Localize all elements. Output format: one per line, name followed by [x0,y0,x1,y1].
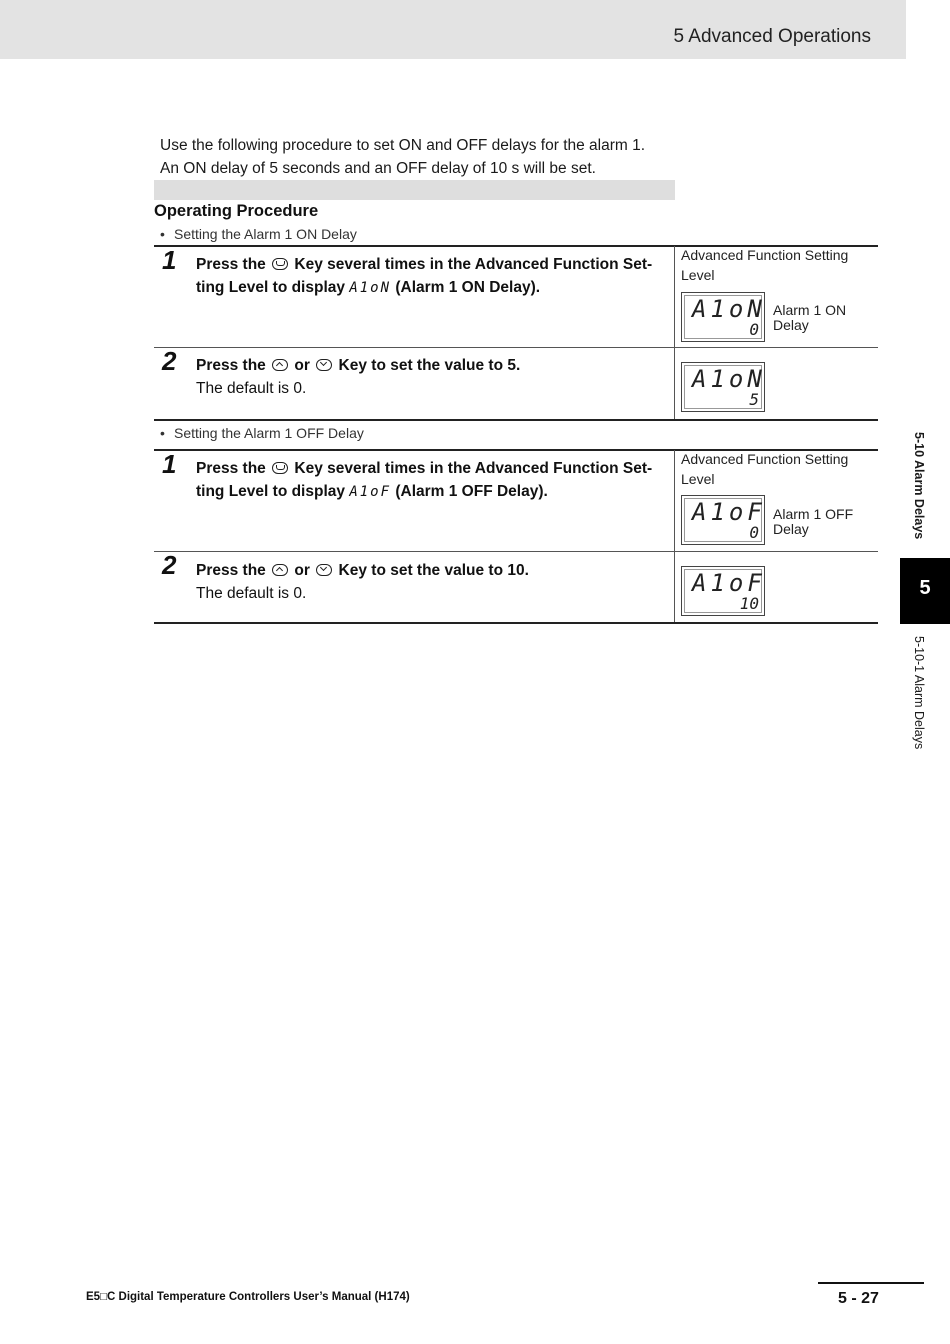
lcd-display [681,292,765,342]
bullet-label: Setting the Alarm 1 ON Delay [174,226,357,242]
step-text-post: (Alarm 1 ON Delay). [395,279,541,296]
procedure-heading: Operating Procedure [154,202,319,220]
step-text-pre: Press the [196,256,266,273]
step-instruction [196,253,674,300]
bullet-dot: • [160,226,165,242]
step-text-pre: Press the [196,357,266,374]
gray-band [154,180,675,200]
lcd-parameter: A1oF [692,498,766,526]
bullet-label: Setting the Alarm 1 OFF Delay [174,425,364,441]
table-divider [674,450,675,623]
lcd-parameter: A1oN [692,295,766,323]
lcd-value: 0 [749,320,759,339]
lcd-display [681,495,765,545]
step-instruction [196,457,674,504]
lcd-value: 10 [739,594,759,613]
section-title: 5 Advanced Operations [673,26,871,47]
intro-line-1: Use the following procedure to set ON and OFF delays for the alarm 1. [160,137,646,154]
footer-rule [818,1282,924,1284]
side-subsection-label: 5-10-1 Alarm Delays [912,636,926,750]
side-section-label: 5-10 Alarm Delays [912,432,926,540]
step-number: 1 [162,449,177,479]
step-text-or: or [294,357,310,374]
step-text-pre: Press the [196,460,266,477]
up-key-icon [272,564,288,576]
step-default: The default is 0. [196,585,307,602]
table-rule [154,419,878,421]
lcd-parameter: A1oN [692,365,766,393]
lcd-display [681,566,765,616]
step-number: 1 [162,245,177,275]
manual-title: E5□C Digital Temperature Controllers User’s Manual (H174) [86,1291,410,1303]
table-rule [154,347,878,348]
step-text-post: Key to set the value to 5. [338,357,521,374]
lcd-display [681,362,765,412]
lcd-caption: Alarm 1 OFF Delay [773,506,854,537]
step-number: 2 [162,550,177,580]
down-key-icon [316,359,332,371]
lcd-parameter: A1oF [692,569,766,597]
step-text-pre: Press the [196,562,266,579]
step-instruction [196,559,674,605]
step-number: 2 [162,346,177,376]
lcd-value: 0 [749,523,759,542]
intro-line-2: An ON delay of 5 seconds and an OFF delay of 10 s will be set. [160,159,596,177]
down-key-icon [316,564,332,576]
mode-key-icon [272,462,288,474]
mode-key-icon [272,258,288,270]
bullet-dot: • [160,425,165,441]
intro-text [160,135,645,180]
step-default: The default is 0. [196,380,307,397]
bullet-on-delay [160,226,357,242]
up-key-icon [272,359,288,371]
level-label: Advanced Function Setting Level [681,451,849,487]
lcd-caption: Alarm 1 ON Delay [773,302,847,333]
table-rule [154,622,878,624]
step-text-mid: Key several times in the Advanced Function Set- [294,460,653,477]
display-code: A1oN [349,280,392,296]
step-text-mid: Key several times in the Advanced Function Set- [294,256,653,273]
step-text-post: Key to set the value to 10. [338,562,529,579]
step-text-line2: ting Level to display [196,279,345,296]
display-code: A1oF [349,484,392,500]
page-number: 5 - 27 [838,1290,879,1307]
step-text-post: (Alarm 1 OFF Delay). [395,483,548,500]
table-divider [674,246,675,419]
step-text-or: or [294,562,310,579]
step-text-line2: ting Level to display [196,483,345,500]
level-label: Advanced Function Setting Level [681,247,849,283]
chapter-tab: 5 [900,558,950,624]
table-rule [154,551,878,552]
lcd-value: 5 [749,390,759,409]
bullet-off-delay [160,425,364,441]
step-instruction [196,354,674,400]
